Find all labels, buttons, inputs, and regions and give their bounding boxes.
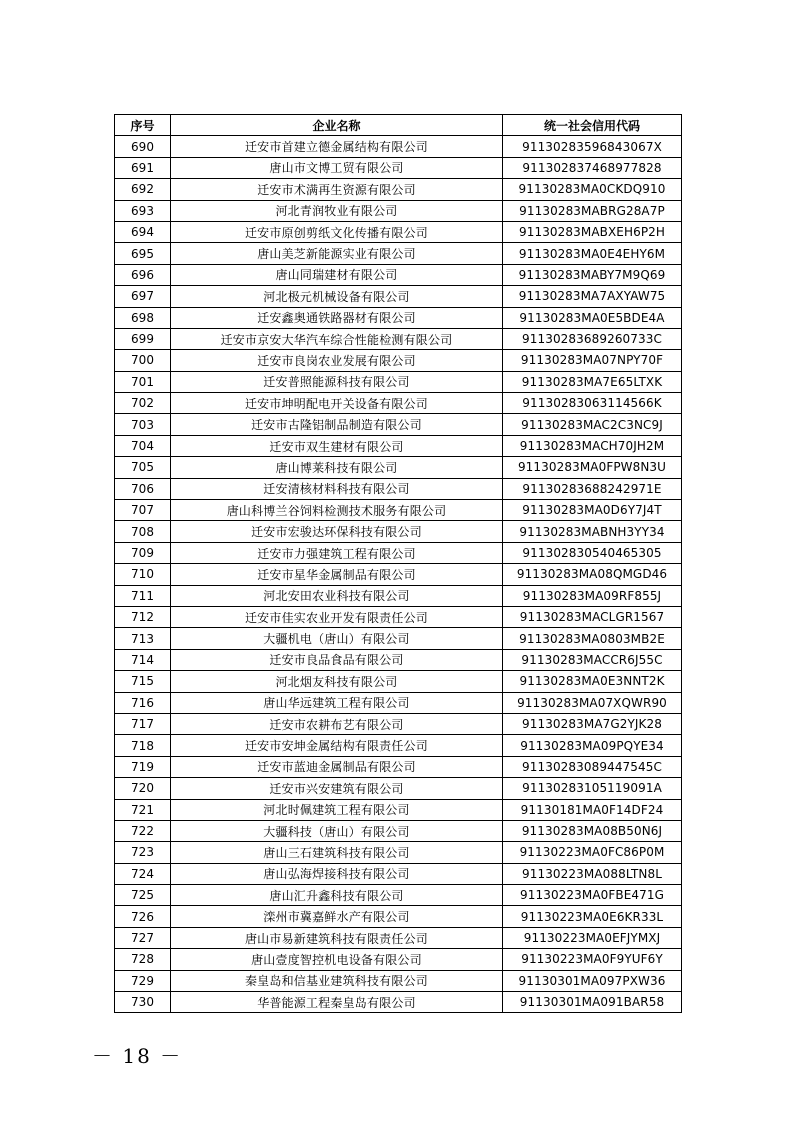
company-name-cell: 迁安市兴安建筑有限公司 <box>171 778 503 799</box>
table-row <box>115 585 682 606</box>
credit-code-cell: 91130283689260733C <box>503 328 682 349</box>
seq-cell: 721 <box>115 799 171 820</box>
seq-cell: 707 <box>115 500 171 521</box>
seq-cell: 711 <box>115 585 171 606</box>
seq-cell: 692 <box>115 179 171 200</box>
table-row <box>115 136 682 157</box>
seq-cell: 728 <box>115 949 171 970</box>
table-row <box>115 564 682 585</box>
company-name-cell: 迁安市农耕布艺有限公司 <box>171 713 503 734</box>
table-row <box>115 435 682 456</box>
credit-code-cell: 91130283MA0D6Y7J4T <box>503 500 682 521</box>
credit-code-cell: 91130283MA0803MB2E <box>503 628 682 649</box>
table-row <box>115 328 682 349</box>
credit-code-cell: 91130283596843067X <box>503 136 682 157</box>
credit-code-cell: 91130283MA08QMGD46 <box>503 564 682 585</box>
table-row <box>115 735 682 756</box>
seq-cell: 722 <box>115 820 171 841</box>
company-name-cell: 迁安市双生建材有限公司 <box>171 435 503 456</box>
credit-code-cell: 91130283063114566K <box>503 393 682 414</box>
credit-code-cell: 91130283MABRG28A7P <box>503 200 682 221</box>
seq-cell: 718 <box>115 735 171 756</box>
company-name-cell: 唐山华远建筑工程有限公司 <box>171 692 503 713</box>
company-name-cell: 唐山弘海焊接科技有限公司 <box>171 863 503 884</box>
company-name-cell: 迁安市京安大华汽车综合性能检测有限公司 <box>171 328 503 349</box>
company-name-cell: 河北烟友科技有限公司 <box>171 671 503 692</box>
company-name-cell: 唐山美芝新能源实业有限公司 <box>171 243 503 264</box>
company-name-cell: 滦州市冀嘉鲜水产有限公司 <box>171 906 503 927</box>
seq-cell: 729 <box>115 970 171 991</box>
company-name-cell: 迁安市良品食品有限公司 <box>171 649 503 670</box>
seq-cell: 725 <box>115 885 171 906</box>
seq-cell: 691 <box>115 157 171 178</box>
credit-code-cell: 91130181MA0F14DF24 <box>503 799 682 820</box>
credit-code-cell: 91130283MACLGR1567 <box>503 606 682 627</box>
seq-cell: 726 <box>115 906 171 927</box>
table-row <box>115 264 682 285</box>
credit-code-cell: 91130283MA0CKDQ910 <box>503 179 682 200</box>
credit-code-cell: 91130283MA7AXYAW75 <box>503 286 682 307</box>
table-row <box>115 500 682 521</box>
credit-code-cell: 91130223MA0F9YUF6Y <box>503 949 682 970</box>
seq-cell: 712 <box>115 606 171 627</box>
table-row <box>115 842 682 863</box>
seq-cell: 702 <box>115 393 171 414</box>
company-name-cell: 迁安普照能源科技有限公司 <box>171 371 503 392</box>
company-name-cell: 大疆科技（唐山）有限公司 <box>171 820 503 841</box>
credit-code-cell: 91130223MA0E6KR33L <box>503 906 682 927</box>
seq-cell: 717 <box>115 713 171 734</box>
table-row <box>115 457 682 478</box>
table-row <box>115 286 682 307</box>
company-name-cell: 迁安市星华金属制品有限公司 <box>171 564 503 585</box>
company-name-cell: 唐山同瑞建材有限公司 <box>171 264 503 285</box>
credit-code-cell: 91130283MA0E5BDE4A <box>503 307 682 328</box>
credit-code-cell: 91130283089447545C <box>503 756 682 777</box>
seq-cell: 716 <box>115 692 171 713</box>
table-row <box>115 606 682 627</box>
credit-code-cell: 91130283MA0E3NNT2K <box>503 671 682 692</box>
company-name-cell: 迁安市古隆铝制品制造有限公司 <box>171 414 503 435</box>
table-row <box>115 756 682 777</box>
table-row <box>115 628 682 649</box>
credit-code-cell: 91130283105119091A <box>503 778 682 799</box>
table-row <box>115 542 682 563</box>
credit-code-cell: 91130283MA7G2YJK28 <box>503 713 682 734</box>
table-row <box>115 970 682 991</box>
company-name-cell: 迁安市坤明配电开关设备有限公司 <box>171 393 503 414</box>
seq-cell: 710 <box>115 564 171 585</box>
credit-code-cell: 91130283MAC2C3NC9J <box>503 414 682 435</box>
table-row <box>115 200 682 221</box>
company-name-cell: 迁安市原创剪纸文化传播有限公司 <box>171 221 503 242</box>
credit-code-cell: 91130223MA088LTN8L <box>503 863 682 884</box>
company-name-cell: 河北青润牧业有限公司 <box>171 200 503 221</box>
credit-code-cell: 91130301MA097PXW36 <box>503 970 682 991</box>
seq-cell: 719 <box>115 756 171 777</box>
table-row <box>115 221 682 242</box>
seq-cell: 701 <box>115 371 171 392</box>
table-row <box>115 179 682 200</box>
table-row <box>115 671 682 692</box>
credit-code-cell: 91130283MA08B50N6J <box>503 820 682 841</box>
company-name-cell: 迁安市佳实农业开发有限责任公司 <box>171 606 503 627</box>
header-seq: 序号 <box>115 115 171 136</box>
credit-code-cell: 91130283MABY7M9Q69 <box>503 264 682 285</box>
company-name-cell: 大疆机电（唐山）有限公司 <box>171 628 503 649</box>
company-name-cell: 唐山博莱科技有限公司 <box>171 457 503 478</box>
seq-cell: 703 <box>115 414 171 435</box>
credit-code-cell: 91130283688242971E <box>503 478 682 499</box>
seq-cell: 704 <box>115 435 171 456</box>
table-row <box>115 799 682 820</box>
credit-code-cell: 911302830540465305 <box>503 542 682 563</box>
company-name-cell: 河北极元机械设备有限公司 <box>171 286 503 307</box>
credit-code-cell: 91130223MA0FC86P0M <box>503 842 682 863</box>
table-row <box>115 371 682 392</box>
company-name-cell: 河北时佩建筑工程有限公司 <box>171 799 503 820</box>
credit-code-cell: 91130283MA7E65LTXK <box>503 371 682 392</box>
company-name-cell: 唐山三石建筑科技有限公司 <box>171 842 503 863</box>
seq-cell: 690 <box>115 136 171 157</box>
credit-code-cell: 91130283MABXEH6P2H <box>503 221 682 242</box>
company-name-cell: 唐山市易新建筑科技有限责任公司 <box>171 927 503 948</box>
seq-cell: 699 <box>115 328 171 349</box>
table-row <box>115 478 682 499</box>
credit-code-cell: 91130283MACH70JH2M <box>503 435 682 456</box>
seq-cell: 697 <box>115 286 171 307</box>
table-row <box>115 307 682 328</box>
credit-code-cell: 91130283MA09RF855J <box>503 585 682 606</box>
table-row <box>115 414 682 435</box>
enterprise-table <box>114 114 682 1013</box>
table-row <box>115 350 682 371</box>
credit-code-cell: 91130283MA07XQWR90 <box>503 692 682 713</box>
table-row <box>115 992 682 1013</box>
table-row <box>115 157 682 178</box>
credit-code-cell: 91130283MA09PQYE34 <box>503 735 682 756</box>
company-name-cell: 迁安市术满再生资源有限公司 <box>171 179 503 200</box>
table-row <box>115 713 682 734</box>
company-name-cell: 迁安市宏骏达环保科技有限公司 <box>171 521 503 542</box>
company-name-cell: 唐山壹度智控机电设备有限公司 <box>171 949 503 970</box>
company-name-cell: 河北安田农业科技有限公司 <box>171 585 503 606</box>
table-row <box>115 906 682 927</box>
company-name-cell: 迁安市蓝迪金属制品有限公司 <box>171 756 503 777</box>
company-name-cell: 迁安市首建立德金属结构有限公司 <box>171 136 503 157</box>
table-header-row <box>115 115 682 136</box>
seq-cell: 708 <box>115 521 171 542</box>
table-row <box>115 863 682 884</box>
seq-cell: 709 <box>115 542 171 563</box>
credit-code-cell: 91130301MA091BAR58 <box>503 992 682 1013</box>
seq-cell: 715 <box>115 671 171 692</box>
company-name-cell: 唐山汇升鑫科技有限公司 <box>171 885 503 906</box>
seq-cell: 720 <box>115 778 171 799</box>
table-row <box>115 521 682 542</box>
seq-cell: 724 <box>115 863 171 884</box>
table-row <box>115 243 682 264</box>
company-name-cell: 唐山市文博工贸有限公司 <box>171 157 503 178</box>
seq-cell: 705 <box>115 457 171 478</box>
company-name-cell: 秦皇岛和信基业建筑科技有限公司 <box>171 970 503 991</box>
seq-cell: 706 <box>115 478 171 499</box>
company-name-cell: 唐山科博兰谷饲料检测技术服务有限公司 <box>171 500 503 521</box>
table-row <box>115 692 682 713</box>
company-name-cell: 华普能源工程秦皇岛有限公司 <box>171 992 503 1013</box>
seq-cell: 698 <box>115 307 171 328</box>
credit-code-cell: 91130283MA0FPW8N3U <box>503 457 682 478</box>
seq-cell: 730 <box>115 992 171 1013</box>
credit-code-cell: 91130223MA0EFJYMXJ <box>503 927 682 948</box>
company-name-cell: 迁安鑫奥通铁路器材有限公司 <box>171 307 503 328</box>
table-row <box>115 393 682 414</box>
table-row <box>115 820 682 841</box>
seq-cell: 695 <box>115 243 171 264</box>
credit-code-cell: 91130283MA07NPY70F <box>503 350 682 371</box>
page-number: － 18 － <box>92 1044 183 1068</box>
header-name: 企业名称 <box>171 115 503 136</box>
table-row <box>115 927 682 948</box>
seq-cell: 694 <box>115 221 171 242</box>
credit-code-cell: 91130283MA0E4EHY6M <box>503 243 682 264</box>
seq-cell: 727 <box>115 927 171 948</box>
table-row <box>115 949 682 970</box>
table-row <box>115 778 682 799</box>
company-name-cell: 迁安市力强建筑工程有限公司 <box>171 542 503 563</box>
table-row <box>115 885 682 906</box>
credit-code-cell: 911302837468977828 <box>503 157 682 178</box>
table-row <box>115 649 682 670</box>
company-name-cell: 迁安清核材料科技有限公司 <box>171 478 503 499</box>
header-code: 统一社会信用代码 <box>503 115 682 136</box>
company-name-cell: 迁安市安坤金属结构有限责任公司 <box>171 735 503 756</box>
seq-cell: 714 <box>115 649 171 670</box>
seq-cell: 696 <box>115 264 171 285</box>
seq-cell: 713 <box>115 628 171 649</box>
credit-code-cell: 91130223MA0FBE471G <box>503 885 682 906</box>
company-name-cell: 迁安市良岗农业发展有限公司 <box>171 350 503 371</box>
credit-code-cell: 91130283MACCR6J55C <box>503 649 682 670</box>
seq-cell: 723 <box>115 842 171 863</box>
credit-code-cell: 91130283MABNH3YY34 <box>503 521 682 542</box>
seq-cell: 700 <box>115 350 171 371</box>
seq-cell: 693 <box>115 200 171 221</box>
